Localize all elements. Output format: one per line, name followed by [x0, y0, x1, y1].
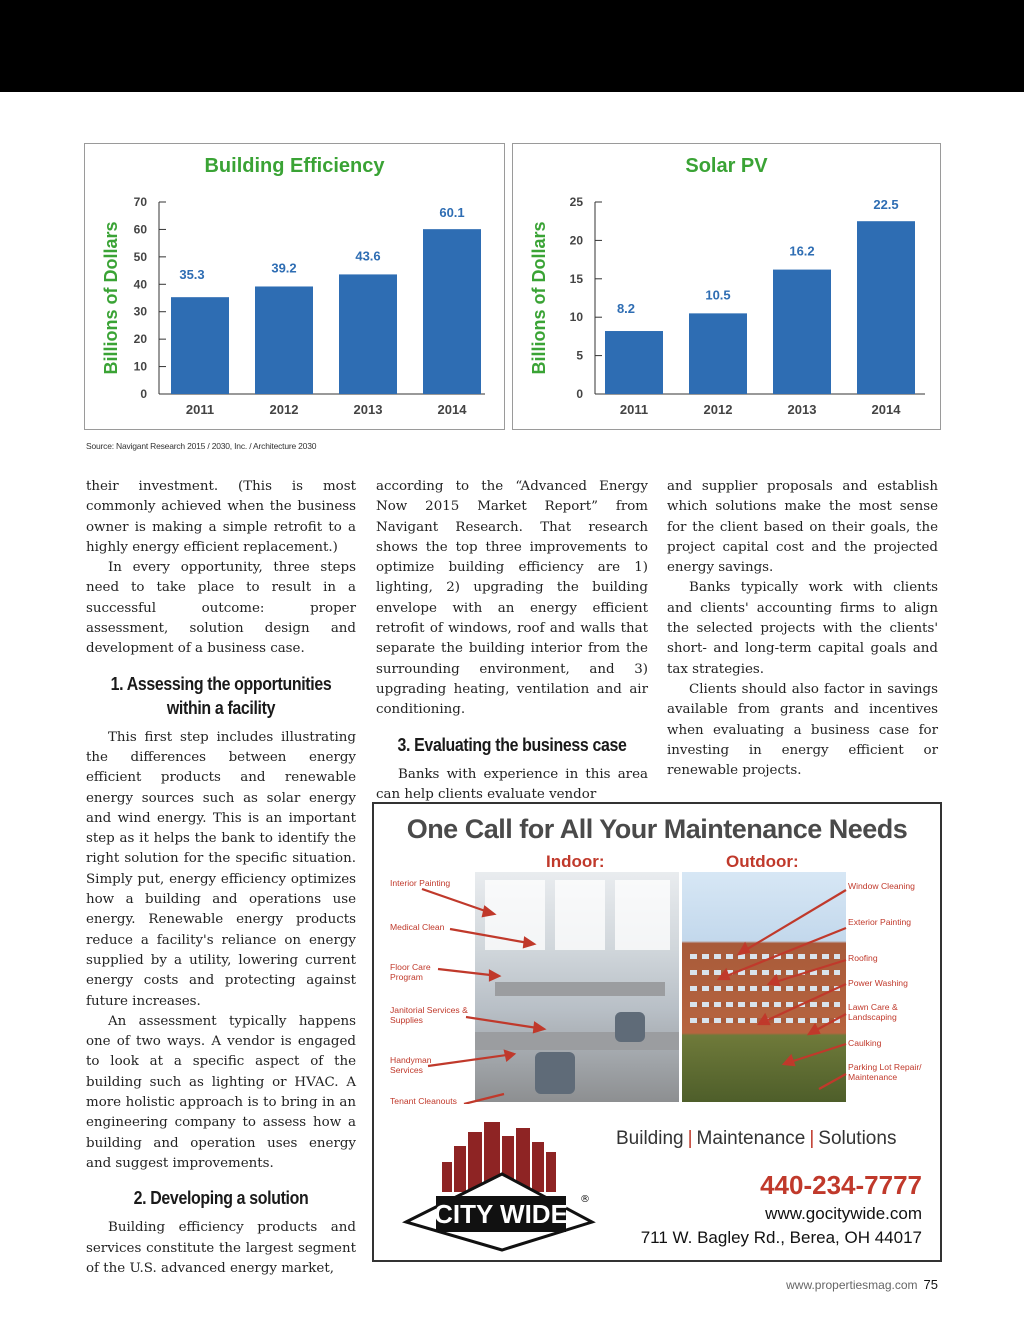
bar-value-label: 22.5 [873, 197, 899, 213]
y-tick-label: 70 [133, 195, 147, 209]
paragraph: An assessment typically happens one of two ways. A vendor is engaged to look at a specific aspect of the building such as lighting or HVAC. A more holistic approach is to bring in an engineering company to assess how a building and operation uses energy and suggest improvements. [86, 1013, 356, 1171]
y-tick-label: 5 [576, 348, 583, 363]
paragraph: In every opportunity, three steps need to take place to result in a successful outcome: proper assessment, solution design and development of a business case. [86, 560, 356, 657]
paragraph: Clients should also factor in savings available from grants and incentives when evaluating a business case for investing in energy efficient or renewable projects. [667, 681, 938, 779]
bar-2012 [255, 286, 313, 394]
solar-pv-chart-svg [513, 144, 940, 429]
tagline-separator: | [809, 1128, 815, 1149]
label-janitorial: Janitorial Services & Supplies [390, 1005, 468, 1025]
tagline-building: Building [616, 1128, 684, 1149]
bar-value-label: 35.3 [179, 267, 205, 283]
chart-source-note: Source: Navigant Research 2015 / 2030, Inc. / Architecture 2030 [86, 441, 317, 451]
citywide-advertisement[interactable] [372, 802, 942, 1262]
registered-mark: ® [580, 1194, 590, 1205]
bar-2013 [773, 270, 831, 394]
section-heading-evaluating: 3. Evaluating the business case [397, 733, 627, 755]
top-black-band [0, 0, 1024, 92]
y-tick-label: 10 [133, 359, 147, 374]
bar-2012 [689, 313, 747, 394]
chart-title: Solar PV [685, 155, 768, 177]
y-tick-label: 20 [133, 332, 147, 347]
page-number: 75 [923, 1277, 938, 1292]
paragraph: This first step includes illustrating the differences between energy efficient products and renewable energy sources such as solar energy and wind energy. This is an important step as it helps the bank to identify the right solution for the specific situation. Simply put, energy efficiency optimizes how a building and operations use energy. Renewable energy products reduce a facility's reliance on energy supplied by a utility, lowering current energy costs and protecting against future increases. [86, 729, 356, 1009]
y-tick-label: 15 [569, 271, 583, 286]
y-tick-label: 20 [569, 233, 583, 248]
ad-website-link[interactable]: www.gocitywide.com [765, 1204, 922, 1223]
article-column-1 [86, 477, 356, 1279]
section-heading-developing: 2. Developing a solution [133, 1187, 309, 1209]
x-tick-label: 2013 [787, 402, 817, 417]
x-tick-label: 2014 [437, 402, 467, 417]
x-tick-label: 2012 [703, 402, 733, 417]
bar-value-label: 43.6 [355, 248, 381, 264]
y-tick-label: 25 [569, 195, 583, 209]
chart-title: Building Efficiency [204, 155, 385, 177]
ad-indoor-heading: Indoor: [546, 852, 605, 871]
label-medical-clean: Medical Clean [390, 922, 445, 932]
label-exterior-painting: Exterior Painting [848, 917, 912, 927]
paragraph: Building efficiency products and services constitute the largest segment of the U.S. advanced energy market, [86, 1220, 356, 1276]
label-lawn-care: Lawn Care & Landscaping [848, 1002, 898, 1022]
bar-value-label: 16.2 [789, 243, 815, 259]
y-tick-label: 30 [133, 304, 147, 319]
y-tick-label: 0 [576, 387, 583, 401]
paragraph: their investment. (This is most commonly achieved when the business owner is making a simple retrofit to a highly energy efficient replacement.) [86, 479, 356, 555]
bar-2011 [605, 331, 663, 394]
label-power-washing: Power Washing [848, 978, 908, 988]
bar-2013 [339, 274, 397, 394]
ad-address: 711 W. Bagley Rd., Berea, OH 44017 [640, 1228, 922, 1247]
building-efficiency-chart-svg [85, 144, 504, 429]
label-window-cleaning: Window Cleaning [848, 881, 915, 891]
citywide-logo [402, 1122, 602, 1256]
y-tick-label: 10 [569, 310, 583, 325]
ad-headline: One Call for All Your Maintenance Needs [406, 814, 908, 844]
solar-pv-chart [512, 143, 941, 430]
ad-tagline [616, 1128, 896, 1150]
bar-value-label: 39.2 [271, 260, 297, 276]
label-tenant-cleanouts: Tenant Cleanouts [390, 1096, 457, 1106]
x-tick-label: 2013 [353, 402, 383, 417]
article-column-3 [667, 477, 938, 781]
label-interior-painting: Interior Painting [390, 878, 451, 888]
x-tick-label: 2011 [185, 402, 215, 417]
y-axis-label: Billions of Dollars [529, 221, 549, 375]
logo-wordmark: CITY WIDE [434, 1199, 568, 1229]
section-heading-assessing: 1. Assessing the opportunities within a facility [110, 672, 332, 718]
y-tick-label: 40 [133, 277, 147, 292]
paragraph: Banks with experience in this area can help clients evaluate vendor [376, 766, 648, 802]
tagline-separator: | [687, 1128, 693, 1149]
bar-value-label: 60.1 [439, 205, 465, 221]
y-tick-label: 0 [140, 387, 147, 401]
ad-outdoor-heading: Outdoor: [726, 852, 799, 871]
tagline-maintenance: Maintenance [696, 1128, 806, 1149]
y-tick-label: 60 [133, 222, 147, 237]
article-column-2 [376, 477, 648, 805]
y-axis-label: Billions of Dollars [101, 221, 121, 375]
bar-2011 [171, 297, 229, 394]
paragraph: Banks typically work with clients and clients' accounting firms to align the selected projects with the clients' short- and long-term capital goals and tax strategies. [667, 580, 938, 677]
y-tick-label: 50 [133, 249, 147, 264]
bar-value-label: 8.2 [616, 301, 636, 317]
bar-value-label: 10.5 [705, 287, 731, 303]
label-floor-care: Floor Care Program [390, 962, 431, 982]
label-handyman: Handyman Services [390, 1055, 432, 1075]
x-tick-label: 2012 [269, 402, 299, 417]
footer-url[interactable]: www.propertiesmag.com [786, 1278, 918, 1292]
label-caulking: Caulking [848, 1038, 882, 1048]
tagline-solutions: Solutions [818, 1128, 897, 1149]
x-tick-label: 2011 [619, 402, 649, 417]
x-tick-label: 2014 [871, 402, 901, 417]
bar-2014 [423, 229, 481, 394]
ad-phone-number[interactable]: 440-234-7777 [760, 1170, 922, 1200]
paragraph: according to the “Advanced Energy Now 2015 Market Report” from Navigant Research. That research shows the top three improvements to optimize building efficiency are 1) lighting, 2) upgrading the building envelope with an energy efficient retrofit of windows, roof and walls that separate the building interior from the surrounding environment, and 3) upgrading heating, ventilation and air conditioning. [376, 479, 648, 718]
building-efficiency-chart [84, 143, 505, 430]
label-parking-lot: Parking Lot Repair/ Maintenance [848, 1062, 922, 1082]
paragraph: and supplier proposals and establish which solutions make the most sense for the client based on their goals, the project capital cost and the projected energy savings. [667, 479, 938, 576]
bar-2014 [857, 221, 915, 394]
label-roofing: Roofing [848, 953, 878, 963]
page-footer [786, 1277, 938, 1292]
